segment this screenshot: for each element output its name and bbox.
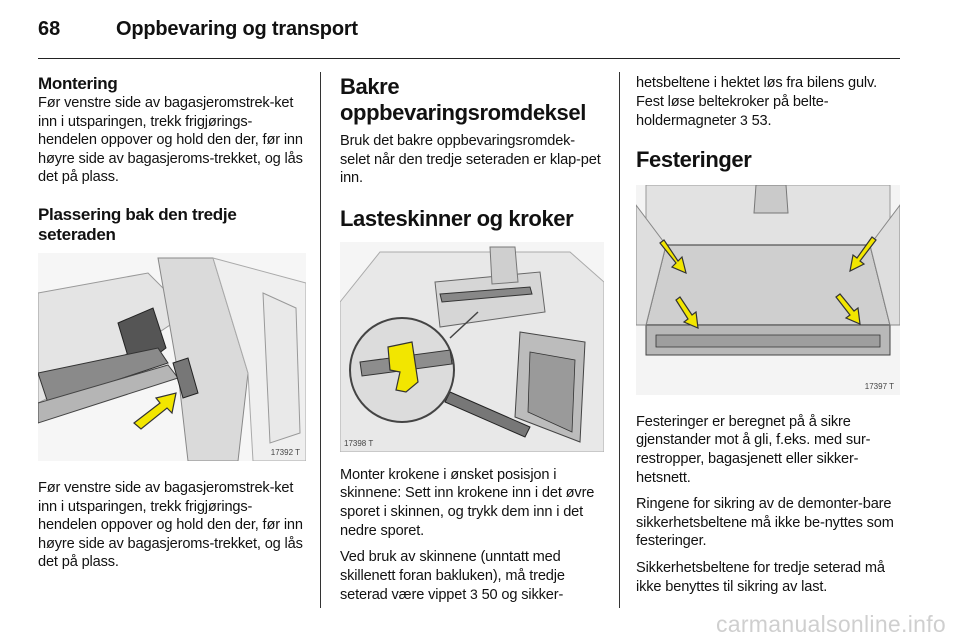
illustration-cargo-floor [636,185,900,395]
paragraph-montering: Før venstre side av bagasjeromstrek-ket inn i utsparingen, trekk frigjørings-hendelen oppover og hold den der, før inn høyre side av bagasjeroms-trekket, og lås det på plass. [38,95,303,186]
page-number: 68 [38,18,61,40]
page-ref-icon: 3 [470,586,478,603]
header-rule [38,58,900,59]
paragraph-plassering: Før venstre side av bagasjeromstrek-ket inn i utsparingen, trekk frigjørings-hendelen oppover og hold den der, før inn høyre side av bagasjeroms-trekket, og lås det på plass. [38,479,303,571]
illustration-load-rails [340,242,604,452]
paragraph-monter: Monter krokene i ønsket posisjon i skinnene: Sett inn krokene inn i det øvre sporet i skinnen, og trykk dem inn i det nedre sporet. [340,466,595,539]
page-ref-icon: 3 [740,112,748,129]
paragraph-continued [636,74,906,131]
figure-number: 17392 T [270,447,300,457]
figure-number: 17398 T [344,438,374,448]
column-2 [340,74,604,605]
figure-lashing-eyes [636,185,900,395]
paragraph-festeringer-2: Ringene for sikring av de demonter-bare sikkerhetsbeltene må ikke be-nyttes som festeringer. [636,496,894,550]
figure-load-rails [340,242,604,452]
heading-montering: Montering [38,74,118,93]
page-title: Oppbevaring og transport [116,18,358,40]
paragraph-bakre: Bruk det bakre oppbevaringsromdek-selet når den tredje seteraden er klap-pet inn. [340,133,601,187]
column-1 [38,74,306,572]
page-ref-tail: 53. [747,113,772,130]
figure-number: 17397 T [864,381,894,391]
paragraph-festeringer-1: Festeringer er beregnet på å sikre gjenstander mot å gli, f.eks. med sur-restropper, bagasjenett eller sikker-hetsnett. [636,413,871,486]
paragraph-festeringer-3: Sikkerhetsbeltene for tredje seterad må ikke benyttes til sikring av last. [636,559,885,595]
heading-lasteskinner: Lasteskinner og kroker [340,205,574,231]
figure-trunk-cover-mount [38,253,306,461]
paragraph-ved-bruk [340,548,604,605]
text-ved-bruk: Ved bruk av skinnene (unntatt med skillenett foran bakluken), må tredje seterad være vippet [340,549,565,604]
illustration-trunk-pillar [38,253,306,461]
page-ref-tail: 50 og sikker- [477,587,564,604]
column-divider [619,72,620,608]
column-divider [320,72,321,608]
text-continued: hetsbeltene i hektet løs fra bilens gulv. Fest løse beltekroker på belte-holdermagneter [636,75,877,130]
page-header [38,18,908,48]
watermark: carmanualsonline.info [715,611,946,637]
heading-bakre: Bakre oppbevaringsromdeksel [340,74,586,125]
column-3 [636,74,906,596]
heading-plassering: Plassering bak den tredje seteraden [38,204,237,244]
heading-festeringer: Festeringer [636,146,752,172]
